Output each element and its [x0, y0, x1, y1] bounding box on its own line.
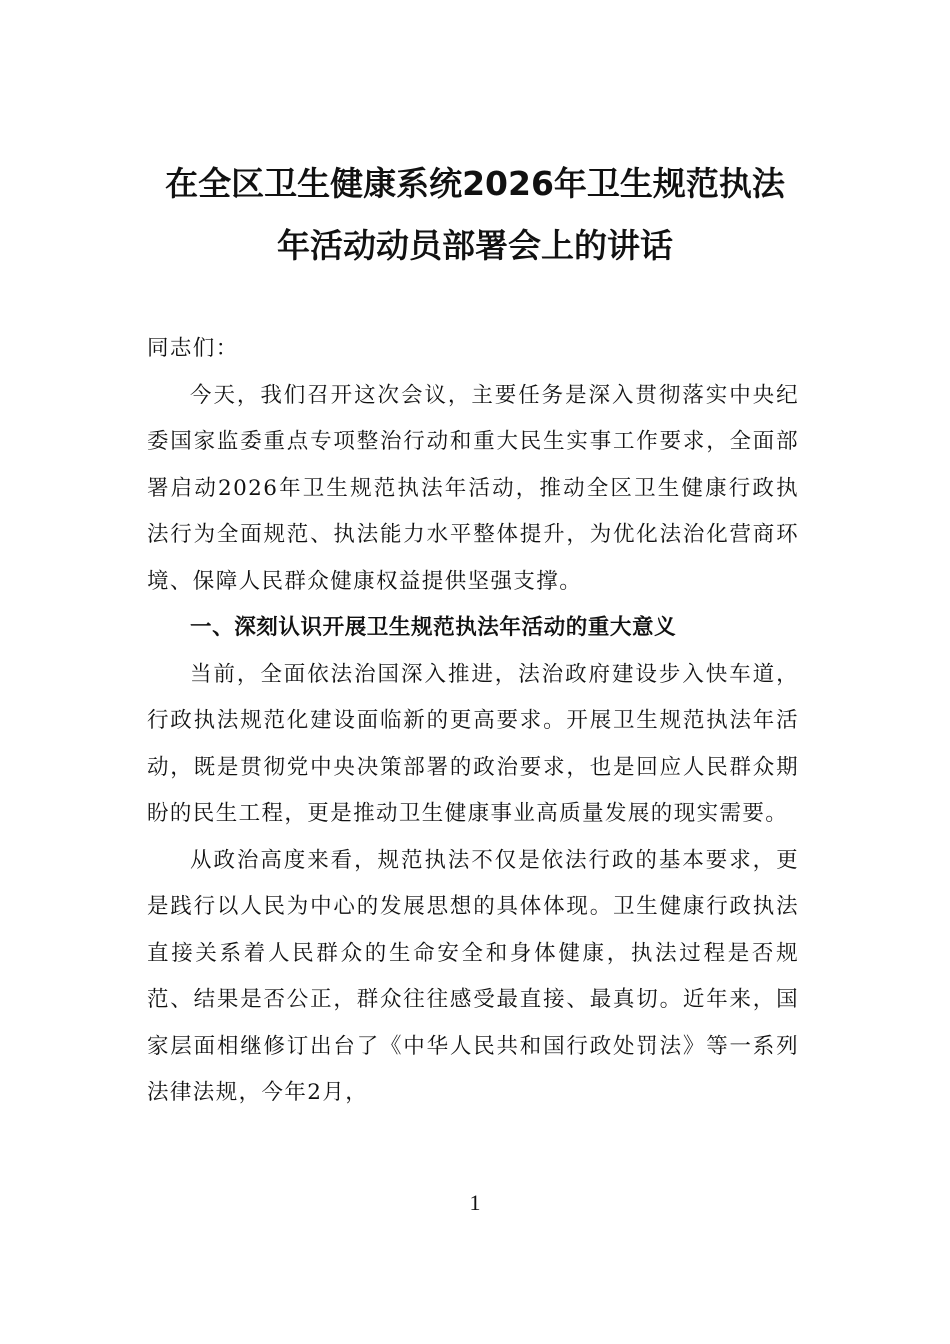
document-body [147, 326, 799, 1117]
paragraph-political: 从政治高度来看，规范执法不仅是依法行政的基本要求，更是践行以人民为中心的发展思想的具体体现。卫生健康行政执法直接关系着人民群众的生命安全和身体健康，执法过程是否规范、结果是否公正，群众往往感受最直接、最真切。近年来，国家层面相继修订出台了《中华人民共和国行政处罚法》等一系列法律法规，今年2月， [147, 847, 799, 1105]
title-line-1: 在全区卫生健康系统2026年卫生规范执法 [165, 164, 785, 203]
document-title [100, 153, 850, 277]
section-heading: 一、深刻认识开展卫生规范执法年活动的重大意义 [190, 615, 677, 640]
paragraph-intro: 今天，我们召开这次会议，主要任务是深入贯彻落实中央纪委国家监委重点专项整治行动和重大民生实事工作要求，全面部署启动2026年卫生规范执法年活动，推动全区卫生健康行政执法行为全面规范、执法能力水平整体提升，为优化法治化营商环境、保障人民群众健康权益提供坚强支撑。 [147, 382, 799, 594]
paragraph-context: 当前，全面依法治国深入推进，法治政府建设步入快车道，行政执法规范化建设面临新的更高要求。开展卫生规范执法年活动，既是贯彻党中央决策部署的政治要求，也是回应人民群众期盼的民生工程，更是推动卫生健康事业高质量发展的现实需要。 [147, 661, 799, 826]
page-number: 1 [469, 1190, 481, 1215]
salutation: 同志们： [147, 336, 239, 361]
title-line-2: 年活动动员部署会上的讲话 [277, 226, 673, 265]
